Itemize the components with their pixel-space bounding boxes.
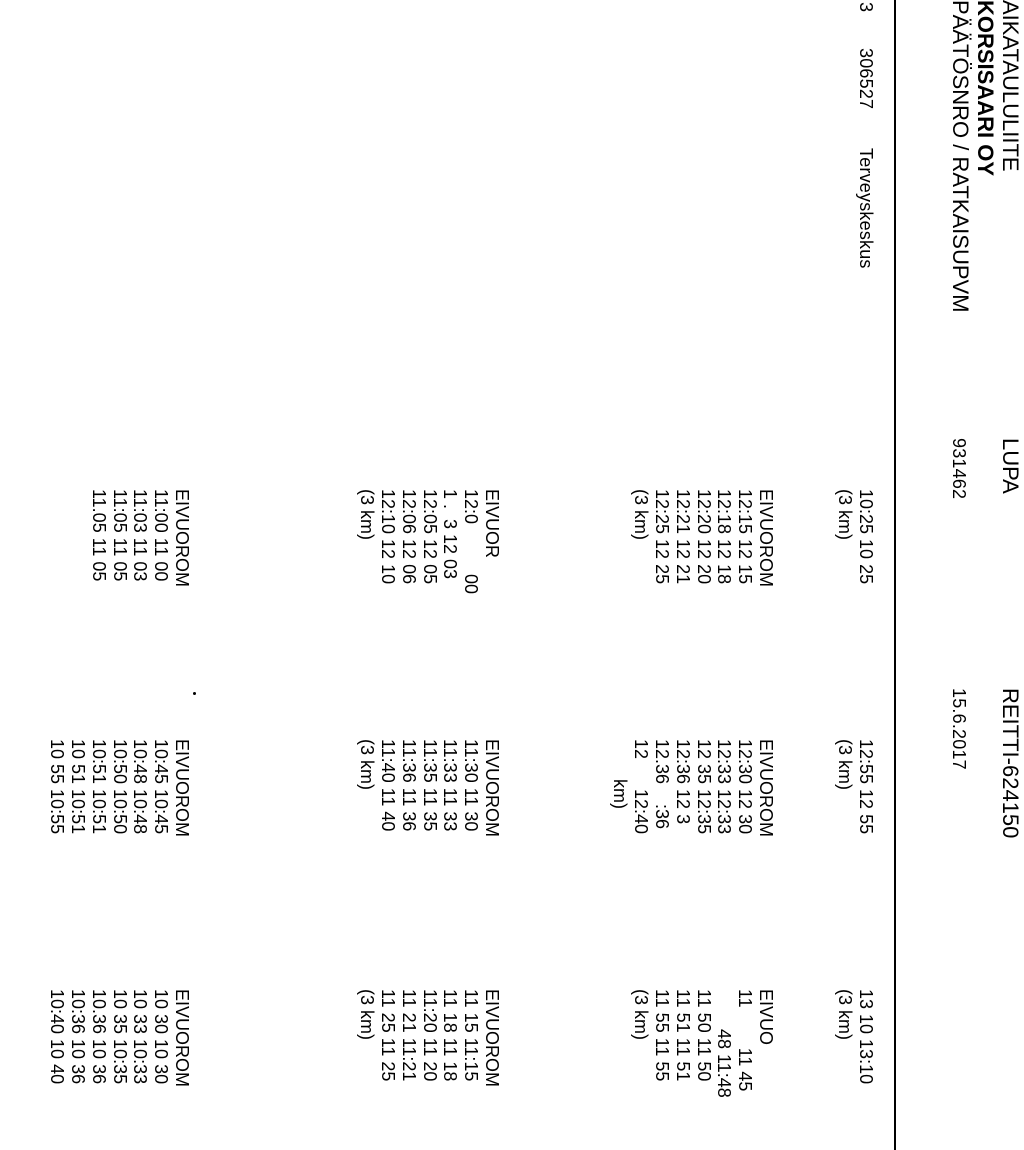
time-cell: 11:05 11 05 xyxy=(109,489,130,582)
doc-type: AIKATAULULIITE xyxy=(998,0,1023,172)
time-cell: 12:06 12 06 xyxy=(398,489,419,585)
time-cell: 12:21 12 21 xyxy=(672,489,693,585)
time-cell: 11:36 11 36 xyxy=(398,739,419,832)
stop-seq: 3 xyxy=(856,2,876,13)
time-cell: 10:50 10:50 xyxy=(109,739,130,835)
time-cell: 10:36 10 36 xyxy=(68,989,89,1085)
permit-label: LUPA xyxy=(998,438,1023,494)
time-cell: EIVUOROM xyxy=(482,989,502,1088)
time-cell: 10 33 10:33 xyxy=(130,989,151,1085)
time-cell: 12:25 12 25 xyxy=(652,489,673,585)
time-column xyxy=(834,989,876,1084)
time-cell: 11:30 11 30 xyxy=(461,739,482,832)
time-cell: 12:05 12 05 xyxy=(419,489,440,585)
time-cell: EIVUOROM xyxy=(172,489,192,588)
time-cell: 12 35 12:35 xyxy=(693,739,714,835)
time-column xyxy=(46,989,192,1087)
route-code: REITTI-624150 xyxy=(998,688,1023,839)
time-column xyxy=(630,489,776,587)
decision-label: PÄÄTÖSNRO / RATKAISUPVM xyxy=(948,0,973,313)
time-cell: 11 21 11:21 xyxy=(398,989,419,1082)
time-cell: 11:35 11 35 xyxy=(419,739,440,832)
time-column xyxy=(356,489,502,594)
time-cell: 11:03 11 03 xyxy=(130,489,151,582)
time-cell: 10 51 10:51 xyxy=(68,739,89,835)
time-cell: (3 km) xyxy=(631,489,652,540)
permit-number: 931462 xyxy=(949,438,969,500)
time-cell: 12.36 :36 xyxy=(652,739,673,830)
time-column xyxy=(630,989,776,1098)
time-cell: 11 51 11 51 xyxy=(672,989,693,1082)
time-cell: 11:40 11 40 xyxy=(378,739,399,832)
time-cell: 12:18 12 18 xyxy=(714,489,735,585)
time-cell: 1 . 3 12 03 xyxy=(440,489,461,580)
time-column xyxy=(610,739,776,837)
time-cell: 10 30 10 30 xyxy=(151,989,172,1085)
time-cell: 10:51 10:51 xyxy=(88,739,109,835)
time-cell: EIVUOR xyxy=(482,489,502,559)
time-cell: 11 15 11:15 xyxy=(461,989,482,1082)
time-cell: (3 km) xyxy=(357,739,378,790)
time-cell: 12:55 12 55 xyxy=(856,739,876,835)
time-cell: 11 25 11 25 xyxy=(378,989,399,1082)
time-cell: 48 11:48 xyxy=(714,989,735,1098)
time-cell: 10 55 10:55 xyxy=(47,739,68,835)
time-cell: 12:0 00 xyxy=(461,489,482,595)
time-cell: 10 35 10:35 xyxy=(109,989,130,1085)
time-cell: 11 11 45 xyxy=(735,989,756,1092)
time-cell: 12:36 12 3 xyxy=(672,739,693,825)
time-cell: (3 km) xyxy=(357,989,378,1040)
time-cell: 11 50 11 50 xyxy=(693,989,714,1082)
time-cell: 11.05 11 05 xyxy=(88,489,109,582)
time-cell: 12:15 12 15 xyxy=(735,489,756,585)
time-cell: 10:45 10:45 xyxy=(151,739,172,835)
time-cell: (3 km) xyxy=(357,489,378,540)
time-cell: (3 km) xyxy=(835,989,856,1040)
time-cell: 10:40 10 40 xyxy=(47,989,68,1085)
decision-date: 15.6.2017 xyxy=(949,688,969,770)
time-cell: 11:33 11 33 xyxy=(440,739,461,832)
company-name: KORSISAARI OY xyxy=(973,0,998,177)
time-cell: EIVUO xyxy=(756,989,776,1046)
time-cell: (3 km) xyxy=(835,489,856,540)
time-cell: 10:48 10:48 xyxy=(130,739,151,835)
time-column xyxy=(88,489,192,587)
time-column xyxy=(46,739,192,837)
time-cell: EIVUOROM xyxy=(172,739,192,838)
time-cell: 12:33 12:33 xyxy=(714,739,735,835)
time-cell: 12 12:40 xyxy=(631,739,652,835)
time-cell: km) xyxy=(610,739,631,809)
time-cell: 10.36 10 36 xyxy=(88,989,109,1085)
time-column xyxy=(356,739,502,837)
header-divider xyxy=(894,0,896,1150)
time-cell: 12:20 12 20 xyxy=(693,489,714,585)
time-cell: EIVUOROM xyxy=(756,739,776,838)
stray-dot xyxy=(193,692,196,695)
time-cell: 11:00 11 00 xyxy=(151,489,172,582)
time-cell: EIVUOROM xyxy=(482,739,502,838)
time-cell: EIVUOROM xyxy=(756,489,776,588)
time-column xyxy=(834,739,876,834)
time-cell: 12:30 12 30 xyxy=(735,739,756,835)
time-cell: 12:10 12 10 xyxy=(378,489,399,585)
time-cell: 11 18 11 18 xyxy=(440,989,461,1082)
time-cell: 11:20 11 20 xyxy=(419,989,440,1082)
time-cell: 11 55 11 55 xyxy=(652,989,673,1082)
time-column xyxy=(834,489,876,584)
time-cell: (3 km) xyxy=(631,989,652,1040)
time-cell: 10:25 10 25 xyxy=(856,489,876,585)
time-cell: EIVUOROM xyxy=(172,989,192,1088)
stop-id: 306527 xyxy=(856,48,876,110)
time-cell: 13 10 13:10 xyxy=(856,989,876,1085)
stop-name: Terveyskeskus xyxy=(856,148,876,269)
time-column xyxy=(356,989,502,1087)
time-cell: (3 km) xyxy=(835,739,856,790)
